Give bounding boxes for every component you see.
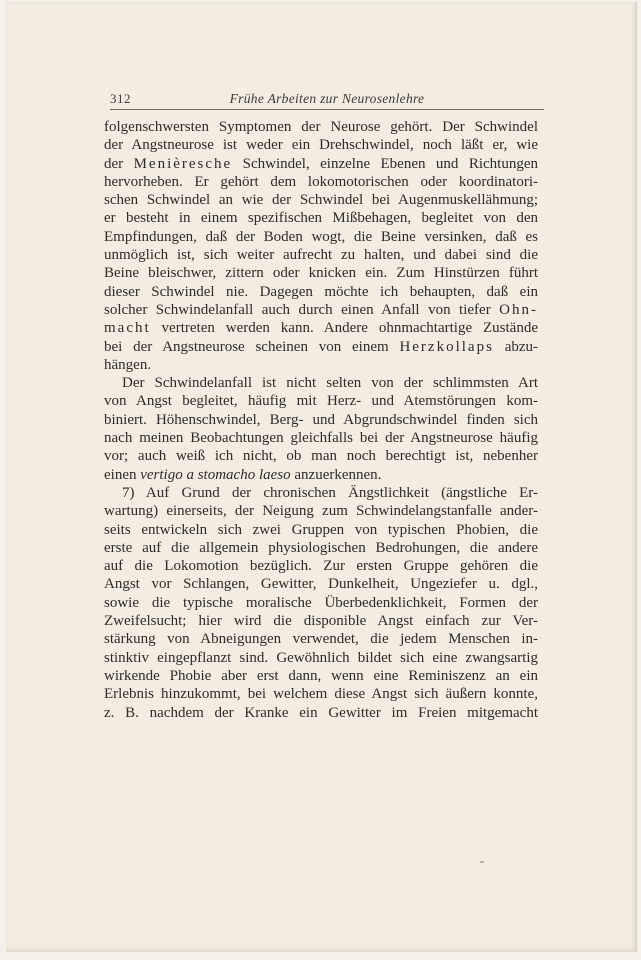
text-line: der Angstneurose ist weder ein Drehschwindel, noch läßt er, wie [104, 137, 538, 154]
text-line: Zweifelsucht; hier wird die disponible Angst einfach zur Ver- [104, 613, 538, 630]
running-title: Frühe Arbeiten zur Neurosenlehre [229, 91, 425, 106]
text-line: dieser Schwindel nie. Dagegen möchte ich behaupten, daß ein [104, 283, 538, 300]
text-line: solcher Schwindelanfall auch durch einen Anfall von tiefer Ohn- [104, 301, 538, 318]
spaced-word: Herzkollaps [399, 338, 494, 355]
text-line: 7) Auf Grund der chronischen Ängstlichkeit (ängstliche Er- [122, 484, 538, 501]
text-line: Der Schwindelanfall ist nicht selten von der schlimmsten Art [122, 375, 538, 392]
text-line: schen Schwindel an wie der Schwindel bei Augenmuskellähmung; [104, 192, 538, 209]
text-line: erste auf die allgemein physiologischen Bedrohungen, die andere [104, 539, 538, 556]
page-header [110, 91, 544, 110]
text-line: wartung) einerseits, der Neigung zum Schwindelangstanfalle ander- [104, 503, 538, 520]
spaced-name: Menièresche [133, 155, 233, 172]
text-line: einen vertigo a stomacho laeso anzuerkennen. [104, 466, 382, 483]
paragraph-1 [104, 118, 538, 374]
text-line: sowie die typische moralische Überbedenklichkeit, Formen der [104, 594, 538, 611]
text-line: nach meinen Beobachtungen gleichfalls bei der Angstneurose häufig [104, 430, 538, 447]
text-line: stinktiv eingepflanzt sind. Gewöhnlich bildet sich eine zwangsartig [104, 649, 538, 666]
text-line: seits entwickeln sich zwei Gruppen von typischen Phobien, die [104, 521, 538, 538]
text-line: hängen. [104, 356, 152, 373]
text-line: vor; auch weiß ich nicht, ob man noch berechtigt ist, nebenher [104, 448, 538, 465]
page-number: 312 [110, 91, 131, 106]
text-line: er besteht in einem spezifischen Mißbehagen, begleitet von den [104, 210, 538, 227]
text-line: der Menièresche Schwindel, einzelne Ebenen und Richtungen [104, 155, 538, 172]
text-line: unmöglich ist, sich weiter aufrecht zu halten, und dabei sind die [104, 247, 538, 264]
italic-phrase: vertigo a stomacho laeso [140, 466, 291, 483]
text-line: auf die Lokomotion bezüglich. Zur ersten Gruppe gehören die [104, 558, 538, 575]
text-line: macht vertreten werden kann. Andere ohnmachtartige Zustände [104, 320, 538, 337]
spaced-word: Ohn- [499, 301, 538, 318]
text-line: stärkung von Abneigungen verwendet, die jedem Menschen in- [104, 631, 538, 648]
text-line: hervorheben. Er gehört dem lokomotorischen oder koordinatori- [104, 173, 538, 190]
text-line: Empfindungen, daß der Boden wogt, die Beine versinken, daß es [104, 228, 538, 245]
text-line: Angst vor Schlangen, Gewitter, Dunkelheit, Ungeziefer u. dgl., [104, 576, 538, 593]
page-speck [480, 861, 484, 863]
paragraph-3 [104, 484, 538, 722]
text-line: von Angst begleitet, häufig mit Herz- und Atemstörungen kom- [104, 393, 538, 410]
body-text [104, 118, 538, 722]
text-line: bei der Angstneurose scheinen von einem Herzkollaps abzu- [104, 338, 539, 355]
text-line: wirkende Phobie aber erst dann, wenn eine Reminiszenz an ein [104, 667, 538, 684]
spaced-word: macht [104, 320, 151, 337]
text-line: biniert. Höhenschwindel, Berg- und Abgrundschwindel finden sich [104, 411, 538, 428]
text-line: Erlebnis hinzukommt, bei welchem diese Angst sich äußern konnte, [104, 686, 538, 703]
text-line: folgenschwersten Symptomen der Neurose gehört. Der Schwindel [104, 119, 538, 135]
text-line: z. B. nachdem der Kranke ein Gewitter im Freien mitgemacht [104, 704, 538, 721]
paragraph-2 [104, 374, 538, 484]
text-line: Beine bleischwer, zittern oder knicken ein. Zum Hinstürzen führt [104, 265, 538, 282]
